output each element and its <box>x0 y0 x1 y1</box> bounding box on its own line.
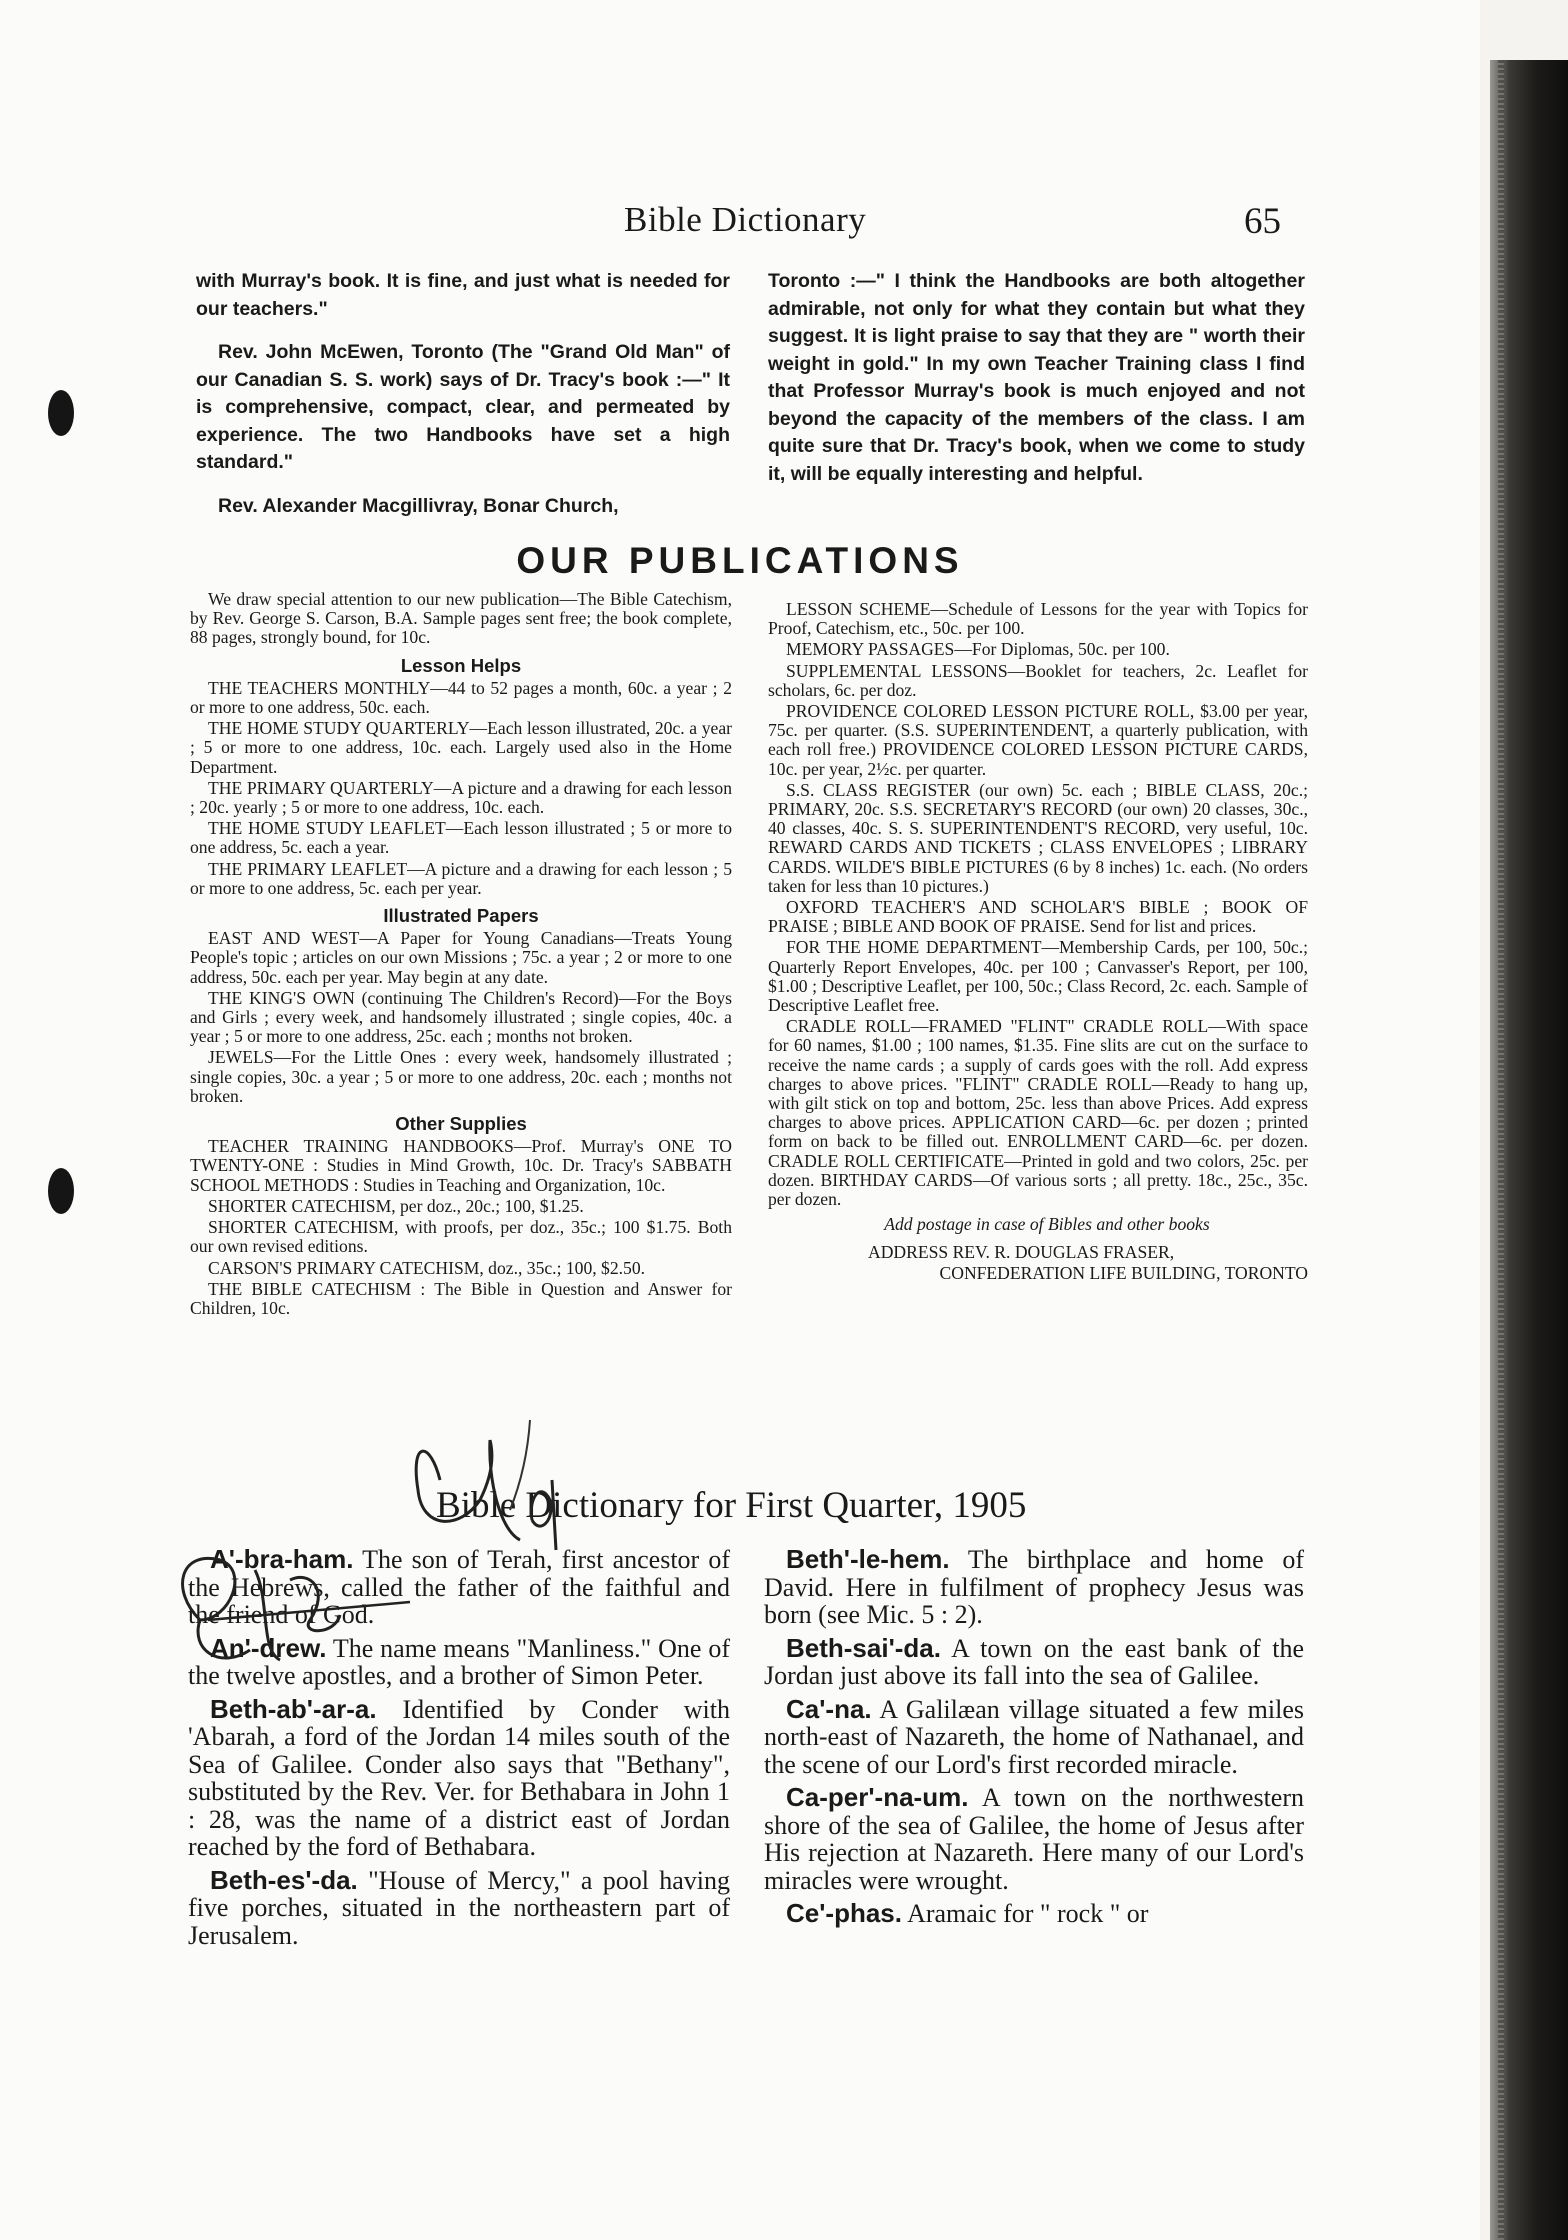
running-title: Bible Dictionary <box>624 200 867 239</box>
testimonial-paragraph: Toronto :—" I think the Handbooks are both altogether admirable, not only for what they contain but what they suggest. It is light praise to say that they are " worth their weight in gold." In my own Teacher Training class I find that Professor Murray's book is much enjoyed and not beyond the capacity of the members of the class. I am quite sure that Dr. Tracy's book, when we come to study it, will be equally interesting and helpful. <box>768 270 1305 485</box>
entry-term: Ca-per'-na-um. <box>786 1782 969 1812</box>
publication-item: JEWELS—For the Little Ones : every week, handsomely illustrated ; single copies, 30c. a year ; 5 or more to one address, 20c. each ; months not broken. <box>190 1047 732 1106</box>
publication-item: MEMORY PASSAGES—For Diplomas, 50c. per 100. <box>786 639 1170 660</box>
entry-text: A town on the east bank of the Jordan just above its fall into the sea of Galilee. <box>764 1633 1304 1690</box>
dictionary-entry <box>188 1632 731 1690</box>
publication-item: OXFORD TEACHER'S AND SCHOLAR'S BIBLE ; BOOK OF PRAISE ; BIBLE AND BOOK OF PRAISE. Send for list and prices. <box>768 897 1308 937</box>
binding-hole <box>48 1168 74 1214</box>
publications-right-column <box>768 600 1308 1285</box>
dictionary-entry <box>764 1693 1304 1779</box>
publications-intro: We draw special attention to our new publication—The Bible Catechism, by Rev. George S. Carson, B.A. Sample pages sent free; the book complete, 88 pages, strongly bound, for 10c. <box>190 589 732 648</box>
publication-item: S.S. CLASS REGISTER (our own) 5c. each ; BIBLE CLASS, 20c.; PRIMARY, 20c. S.S. SECRETARY'S RECORD (our own) 20 classes, 30c., 40 classes, 40c. S. S. SUPERINTENDENT'S RECORD, very useful, 10c. REWARD CARDS AND TICKETS ; CLASS ENVELOPES ; LIBRARY CARDS. WILDE'S BIBLE PICTURES (6 by 8 inches) 1c. each. (No orders taken for less than 10 pictures.) <box>768 779 1308 896</box>
dictionary-left-column <box>188 1546 730 1955</box>
binding-hole <box>48 390 74 436</box>
entry-term: Beth'-le-hem. <box>786 1544 950 1574</box>
entry-text: The birthplace and home of David. Here in fulfilment of prophecy Jesus was born (see Mic. 5 : 2). <box>764 1545 1304 1629</box>
entry-text: Identified by Conder with 'Abarah, a ford of the Jordan 14 miles south of the Sea of Galilee. Conder also says that "Bethany", substituted by the Rev. Ver. for Bethabara in John 1 : 28, was the name of a district east of Jordan reached by the ford of Bethabara. <box>188 1694 730 1861</box>
entry-text: "House of Mercy," a pool having five porches, situated in the northeastern part of Jerusalem. <box>188 1865 731 1950</box>
publications-title: OUR PUBLICATIONS <box>516 540 964 581</box>
dictionary-title: Bible Dictionary for First Quarter, 1905 <box>436 1485 1027 1526</box>
publication-item: TEACHER TRAINING HANDBOOKS—Prof. Murray's ONE TO TWENTY-ONE : Studies in Mind Growth, 10c. Dr. Tracy's SABBATH SCHOOL METHODS : Studies in Teaching and Organization, 10c. <box>190 1136 732 1195</box>
publication-item: THE HOME STUDY LEAFLET—Each lesson illustrated ; 5 or more to one address, 5c. each a year. <box>190 818 732 858</box>
book-edge <box>1490 60 1568 2240</box>
dictionary-entry <box>764 1546 1304 1629</box>
dictionary-right-column <box>764 1546 1304 1934</box>
publication-item: PROVIDENCE COLORED LESSON PICTURE ROLL, $3.00 per year, 75c. per quarter. (S.S. SUPERINTENDENT, a quarterly publication, with each roll free.) PROVIDENCE COLORED LESSON PICTURE CARDS, 10c. per year, 2½c. per quarter. <box>768 701 1308 779</box>
illustrated-papers-heading: Illustrated Papers <box>383 905 539 927</box>
entry-text: The name means "Manliness." One of the twelve apostles, and a brother of Simon Peter. <box>188 1633 731 1690</box>
dictionary-entry <box>764 1632 1304 1690</box>
entry-text: A Galilæan village situated a few miles north-east of Nazareth, the home of Nathanael, and the scene of our Lord's first recorded miracle. <box>764 1694 1304 1779</box>
publication-item: THE KING'S OWN (continuing The Children's Record)—For the Boys and Girls ; every week, and handsomely illustrated ; single copies, 40c. a year ; 5 or more to one address, 25c. each ; months not broken. <box>190 987 732 1047</box>
entry-term: An'-drew. <box>210 1632 327 1663</box>
entry-term: Ce'-phas. <box>786 1898 902 1928</box>
entry-text: A town on the northwestern shore of the sea of Galilee, the home of Jesus after His rejection at Nazareth. Here many of our Lord's miracles were wrought. <box>764 1783 1304 1895</box>
publication-item: THE PRIMARY LEAFLET—A picture and a drawing for each lesson ; 5 or more to one address, 5c. each per year. <box>190 858 732 898</box>
entry-text: The son of Terah, first ancestor of the Hebrews, called the father of the faithful and the friend of God. <box>188 1545 730 1629</box>
testimonial-right-column <box>768 268 1305 504</box>
publication-item: THE TEACHERS MONTHLY—44 to 52 pages a month, 60c. a year ; 2 or more to one address, 50c. each. <box>190 677 732 718</box>
entry-term: A'-bra-ham. <box>210 1544 354 1574</box>
address-line: CONFEDERATION LIFE BUILDING, TORONTO <box>939 1262 1308 1283</box>
publication-item: CARSON'S PRIMARY CATECHISM, doz., 35c.; 100, $2.50. <box>208 1257 646 1278</box>
publication-item: FOR THE HOME DEPARTMENT—Membership Cards, per 100, 50c.; Quarterly Report Envelopes, 40c. per 100 ; Canvasser's Report, per 100, $1.00 ; Descriptive Leaflet, per 100, 50c.; Class Record, 2c. each. Sample of Descriptive Leaflet free. <box>768 937 1308 1016</box>
publications-left-column <box>190 590 732 1320</box>
publication-item: SHORTER CATECHISM, with proofs, per doz., 35c.; 100 $1.75. Both our own revised editions. <box>190 1217 732 1257</box>
lesson-helps-heading: Lesson Helps <box>400 654 522 676</box>
publication-item: CRADLE ROLL—FRAMED "FLINT" CRADLE ROLL—With space for 60 names, $1.00 ; 100 names, $1.35. Fine slits are cut on the surface to receive the name cards ; a supply of cards goes with the roll. Add express charges to above prices. "FLINT" CRADLE ROLL—Ready to hang up, with gilt stick on top and bottom, 25c. less than above Prices. Add express charges to above prices. APPLICATION CARD—6c. per dozen ; printed form on back to be filled out. ENROLLMENT CARD—6c. per dozen. CRADLE ROLL CERTIFICATE—Printed in gold and two colors, 25c. per dozen. BIRTHDAY CARDS—Of various sorts ; all pretty. 18c., 25c., 35c. per dozen. <box>768 1016 1308 1210</box>
publication-item: EAST AND WEST—A Paper for Young Canadians—Treats Young People's topic ; articles on our own Missions ; 75c. a year ; 2 or more to one address, 50c. each per year. May begin at any date. <box>190 928 732 987</box>
publication-item: SUPPLEMENTAL LESSONS—Booklet for teachers, 2c. Leaflet for scholars, 6c. per doz. <box>768 660 1308 700</box>
publication-item: THE HOME STUDY QUARTERLY—Each lesson illustrated, 20c. a year ; 5 or more to one address, 10c. each. Largely used also in the Home Department. <box>190 718 732 777</box>
postage-note: Add postage in case of Bibles and other books <box>884 1214 1210 1235</box>
testimonial-paragraph: Rev. Alexander Macgillivray, Bonar Church, <box>218 494 619 517</box>
dictionary-entry <box>764 1784 1304 1894</box>
address-line: ADDRESS REV. R. DOUGLAS FRASER, <box>868 1241 1175 1262</box>
publication-item: THE BIBLE CATECHISM : The Bible in Question and Answer for Children, 10c. <box>190 1278 732 1318</box>
entry-term: Beth-es'-da. <box>210 1864 358 1895</box>
publication-item: THE PRIMARY QUARTERLY—A picture and a drawing for each lesson ; 20c. yearly ; 5 or more to one address, 10c. each. <box>190 777 732 818</box>
dictionary-entry <box>764 1900 1304 1928</box>
entry-term: Beth-ab'-ar-a. <box>210 1693 377 1724</box>
testimonial-left-column <box>196 268 730 536</box>
dictionary-entry <box>188 1546 730 1629</box>
other-supplies-heading: Other Supplies <box>395 1113 527 1135</box>
entry-term: Beth-sai'-da. <box>786 1632 941 1663</box>
dictionary-entry <box>188 1693 730 1861</box>
testimonial-paragraph: Rev. John McEwen, Toronto (The "Grand Old Man" of our Canadian S. S. work) says of Dr. Tracy's book :—" It is comprehensive, compact, clear, and permeated by experience. The two Handbooks have set a high standard." <box>196 341 730 473</box>
dictionary-entry <box>188 1864 731 1950</box>
publication-item: LESSON SCHEME—Schedule of Lessons for the year with Topics for Proof, Catechism, etc., 50c. per 100. <box>768 599 1308 639</box>
publication-item: SHORTER CATECHISM, per doz., 20c.; 100, $1.25. <box>208 1195 584 1216</box>
page-number: 65 <box>1244 201 1281 242</box>
entry-term: Ca'-na. <box>786 1693 872 1724</box>
entry-text: Aramaic for " rock " or <box>907 1899 1149 1928</box>
testimonial-paragraph: with Murray's book. It is fine, and just what is needed for our teachers." <box>196 270 730 320</box>
